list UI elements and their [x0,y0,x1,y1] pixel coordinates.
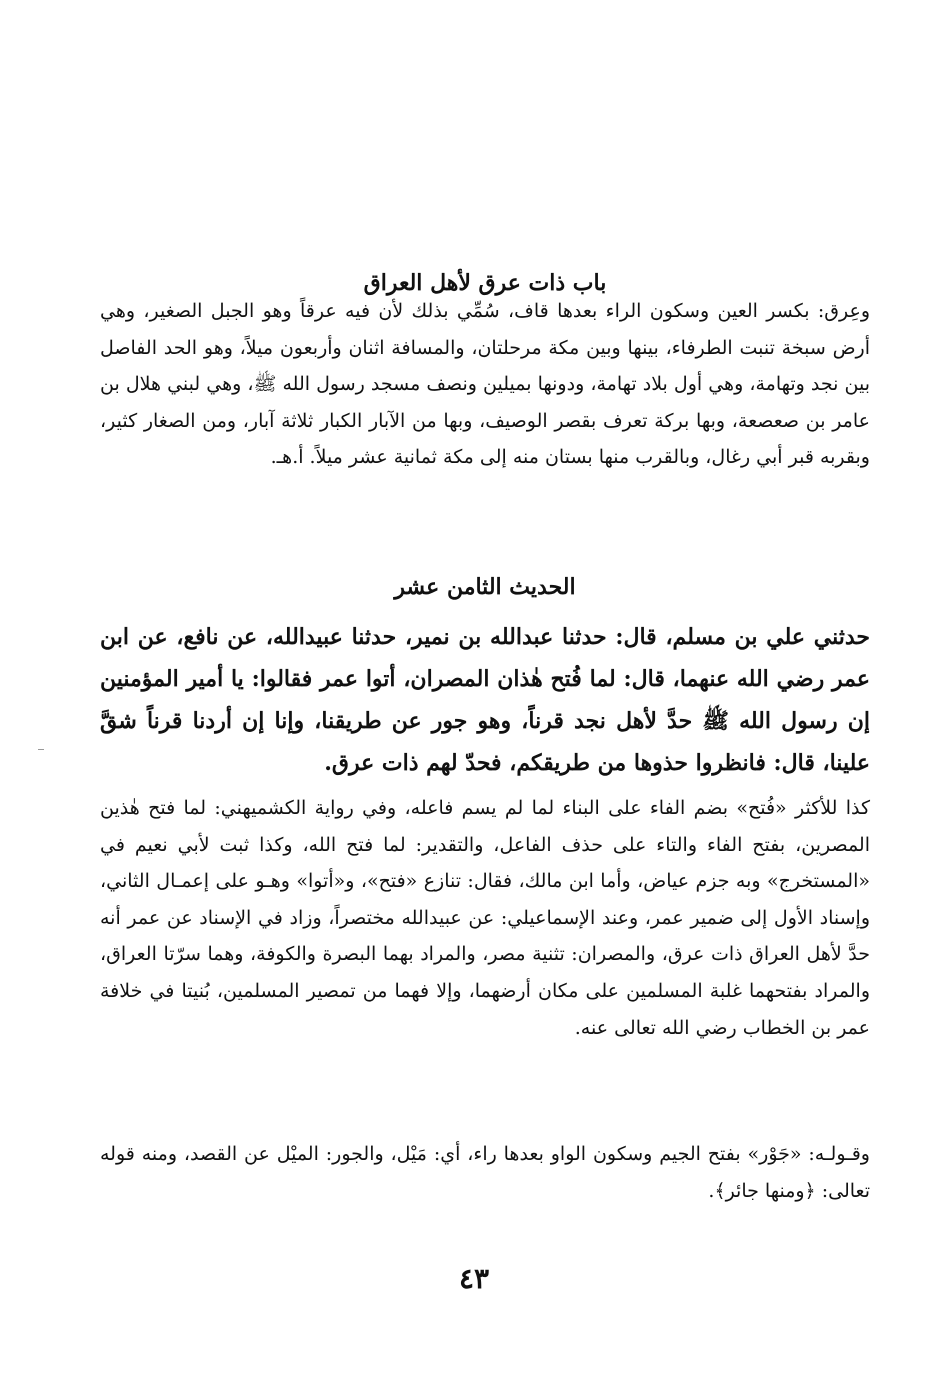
hadith-text: حدثني علي بن مسلم، قال: حدثنا عبدالله بن نمير، حدثنا عبيدالله، عن نافع، عن ابن عمر رضي الله عنهما، قال: لما فُتح هٰذان المصران، أتوا عمر فقالوا: يا أمير المؤمنين إن رسول الله ﷺ حدَّ لأهل نجد قرناً، وهو جور عن طريقنا، وإنا إن أردنا قرناً شقَّ علينا، قال: فانظروا حذوها من طريقكم، فحدّ لهم ذات عرق. [100,624,870,776]
commentary-paragraph-2: وقـولـه: «جَوْر» بفتح الجيم وسكون الواو بعدها راء، أي: مَيْل، والجور: الميْل عن القصد، ومنه قوله تعالى: ﴿ومنها جائر﴾. [100,1143,870,1202]
hadith-heading: الحديث الثامن عشر [394,574,576,600]
margin-mark [38,749,44,750]
intro-paragraph: وعِرق: بكسر العين وسكون الراء بعدها قاف، سُمِّي بذلك لأن فيه عرقاً وهو الجبل الصغير، وهي أرض سبخة تنبت الطرفاء، بينها وبين مكة مرحلتان، والمسافة اثنان وأربعون ميلاً، وهو الحد الفاصل بين نجد وتهامة، وهي أول بلاد تهامة، ودونها بميلين ونصف مسجد رسول الله ﷺ، وهي لبني هلال بن عامر بن صعصعة، وبها بركة تعرف بقصر الوصيف، وبها من الآبار الكبار ثلاثة آبار، ومن الصغار كثير، وبقربه قبر أبي رغال، وبالقرب منها بستان منه إلى مكة ثمانية عشر ميلاً. أ.هـ. [100,300,870,469]
commentary-paragraph-1: كذا للأكثر «فُتح» بضم الفاء على البناء لما لم يسم فاعله، وفي رواية الكشميهني: لما فتح هٰذين المصرين، بفتح الفاء والتاء على حذف الفاعل، والتقدير: لما فتح الله، وكذا ثبت لأبي نعيم في «المستخرج» وبه جزم عياض، وأما ابن مالك، فقال: تنازع «فتح»، و«أتوا» وهـو على إعمـال الثاني، وإسناد الأول إلى ضمير عمر، وعند الإسماعيلي: عن عبيدالله مختصراً، وزاد في الإسناد عن عمر أنه حدَّ لأهل العراق ذات عرق، والمصران: تثنية مصر، والمراد بهما البصرة والكوفة، وهما سرّتا العراق، والمراد بفتحهما غلبة المسلمين على مكان أرضهما، وإلا فهما من تمصير المسلمين، بُنيتا في خلافة عمر بن الخطاب رضي الله تعالى عنه. [100,797,870,1039]
page-number: ٤٣ [458,1262,490,1295]
section-heading: باب ذات عرق لأهل العراق [363,270,607,296]
